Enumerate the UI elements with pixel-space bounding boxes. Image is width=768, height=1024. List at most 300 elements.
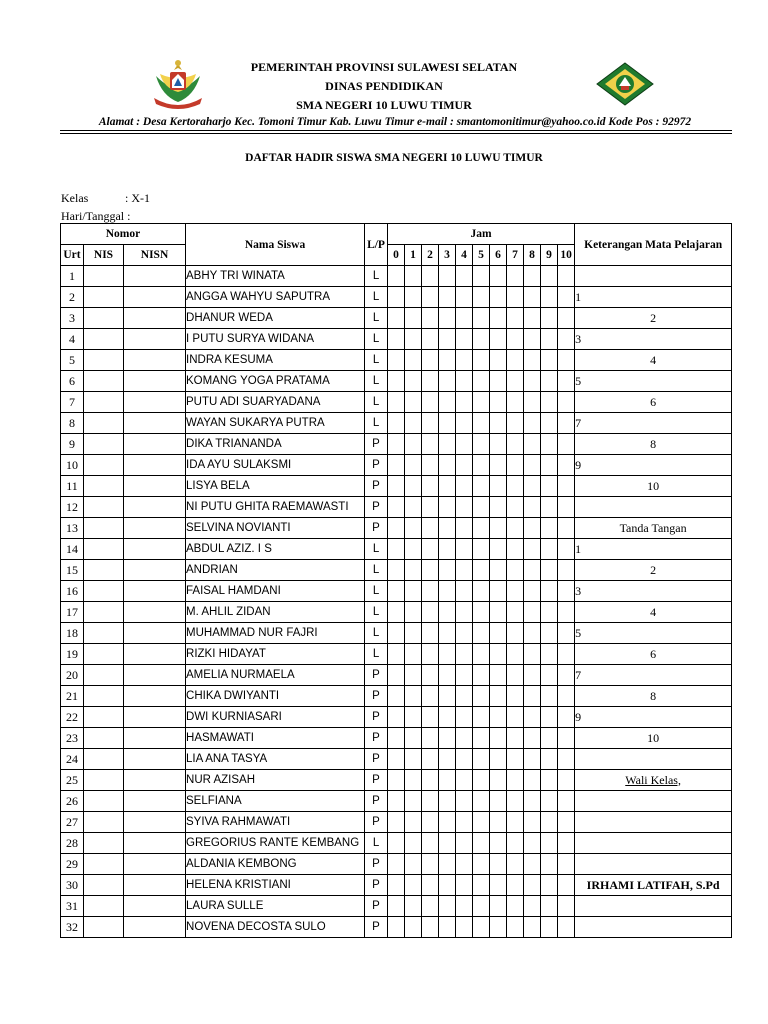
hour-cell-9 (541, 665, 558, 686)
remarks-cell: 7 (575, 413, 732, 434)
hour-cell-6 (490, 476, 507, 497)
hour-cell-9 (541, 329, 558, 350)
gender-cell: L (365, 833, 388, 854)
hour-cell-6 (490, 644, 507, 665)
row-number: 5 (61, 350, 84, 371)
hour-cell-8 (524, 266, 541, 287)
hour-cell-4 (456, 560, 473, 581)
nis-cell (84, 581, 124, 602)
student-name: SELVINA NOVIANTI (186, 518, 365, 539)
nis-cell (84, 350, 124, 371)
hour-cell-1 (405, 476, 422, 497)
hour-cell-8 (524, 749, 541, 770)
header-jam: Jam (388, 224, 575, 245)
hour-cell-3 (439, 266, 456, 287)
hour-cell-4 (456, 791, 473, 812)
hour-cell-5 (473, 602, 490, 623)
hour-cell-10 (558, 308, 575, 329)
hour-cell-1 (405, 560, 422, 581)
nis-cell (84, 560, 124, 581)
hour-cell-2 (422, 770, 439, 791)
hour-cell-1 (405, 371, 422, 392)
hour-cell-8 (524, 896, 541, 917)
hour-cell-0 (388, 581, 405, 602)
hour-cell-4 (456, 518, 473, 539)
hour-cell-5 (473, 434, 490, 455)
hour-cell-2 (422, 539, 439, 560)
nis-cell (84, 875, 124, 896)
hour-cell-8 (524, 854, 541, 875)
nis-cell (84, 308, 124, 329)
header-nisn: NISN (124, 245, 186, 266)
hour-cell-7 (507, 476, 524, 497)
table-row (61, 833, 732, 854)
remarks-cell: 2 (575, 308, 732, 329)
hour-cell-5 (473, 812, 490, 833)
remarks-cell: IRHAMI LATIFAH, S.Pd (575, 875, 732, 896)
hour-cell-6 (490, 896, 507, 917)
hour-cell-3 (439, 791, 456, 812)
row-number: 21 (61, 686, 84, 707)
table-row (61, 329, 732, 350)
remarks-cell: 5 (575, 371, 732, 392)
remarks-cell: 4 (575, 350, 732, 371)
hour-cell-5 (473, 497, 490, 518)
hour-cell-6 (490, 518, 507, 539)
table-row (61, 392, 732, 413)
hour-cell-3 (439, 308, 456, 329)
hour-cell-9 (541, 371, 558, 392)
hour-cell-9 (541, 308, 558, 329)
hour-cell-4 (456, 308, 473, 329)
nisn-cell (124, 560, 186, 581)
hour-cell-2 (422, 665, 439, 686)
student-name: IDA AYU SULAKSMI (186, 455, 365, 476)
gender-cell: P (365, 896, 388, 917)
hour-cell-10 (558, 560, 575, 581)
hour-cell-3 (439, 539, 456, 560)
hour-cell-10 (558, 875, 575, 896)
hour-cell-0 (388, 539, 405, 560)
hour-cell-3 (439, 518, 456, 539)
hour-cell-3 (439, 329, 456, 350)
jam-8: 8 (524, 245, 541, 266)
remarks-cell: 3 (575, 581, 732, 602)
hour-cell-7 (507, 707, 524, 728)
hour-cell-4 (456, 476, 473, 497)
hour-cell-7 (507, 791, 524, 812)
hour-cell-7 (507, 896, 524, 917)
hour-cell-9 (541, 350, 558, 371)
hour-cell-10 (558, 476, 575, 497)
hour-cell-9 (541, 623, 558, 644)
nis-cell (84, 728, 124, 749)
hour-cell-1 (405, 581, 422, 602)
remarks-cell: 10 (575, 476, 732, 497)
nis-cell (84, 707, 124, 728)
hour-cell-0 (388, 812, 405, 833)
gender-cell: L (365, 581, 388, 602)
gender-cell: P (365, 518, 388, 539)
hour-cell-1 (405, 308, 422, 329)
nis-cell (84, 917, 124, 938)
hour-cell-1 (405, 896, 422, 917)
hour-cell-8 (524, 329, 541, 350)
attendance-table (60, 223, 732, 938)
student-name: M. AHLIL ZIDAN (186, 602, 365, 623)
hour-cell-4 (456, 497, 473, 518)
gender-cell: L (365, 602, 388, 623)
hour-cell-3 (439, 917, 456, 938)
row-number: 30 (61, 875, 84, 896)
hour-cell-6 (490, 686, 507, 707)
hour-cell-4 (456, 539, 473, 560)
hour-cell-9 (541, 917, 558, 938)
nisn-cell (124, 602, 186, 623)
hour-cell-8 (524, 644, 541, 665)
hour-cell-3 (439, 686, 456, 707)
student-name: ANDRIAN (186, 560, 365, 581)
jam-10: 10 (558, 245, 575, 266)
hour-cell-8 (524, 875, 541, 896)
hour-cell-8 (524, 413, 541, 434)
hour-cell-2 (422, 875, 439, 896)
hour-cell-8 (524, 392, 541, 413)
hour-cell-7 (507, 560, 524, 581)
table-row (61, 350, 732, 371)
hour-cell-2 (422, 560, 439, 581)
hour-cell-9 (541, 854, 558, 875)
hour-cell-9 (541, 539, 558, 560)
nisn-cell (124, 749, 186, 770)
hour-cell-1 (405, 644, 422, 665)
hour-cell-8 (524, 917, 541, 938)
hour-cell-3 (439, 602, 456, 623)
office-title: DINAS PENDIDIKAN (325, 79, 443, 93)
gender-cell: P (365, 728, 388, 749)
hour-cell-8 (524, 371, 541, 392)
gender-cell: L (365, 539, 388, 560)
nis-cell (84, 413, 124, 434)
nis-cell (84, 833, 124, 854)
hour-cell-10 (558, 413, 575, 434)
hour-cell-1 (405, 707, 422, 728)
table-header (61, 224, 732, 266)
hour-cell-10 (558, 455, 575, 476)
hour-cell-7 (507, 644, 524, 665)
remarks-cell: 9 (575, 707, 732, 728)
hour-cell-5 (473, 455, 490, 476)
hour-cell-2 (422, 518, 439, 539)
hour-cell-7 (507, 854, 524, 875)
hour-cell-6 (490, 581, 507, 602)
hour-cell-10 (558, 686, 575, 707)
hour-cell-2 (422, 455, 439, 476)
nisn-cell (124, 644, 186, 665)
row-number: 26 (61, 791, 84, 812)
hour-cell-0 (388, 686, 405, 707)
hour-cell-0 (388, 665, 405, 686)
hour-cell-2 (422, 413, 439, 434)
remarks-cell: 4 (575, 602, 732, 623)
hour-cell-6 (490, 875, 507, 896)
hour-cell-3 (439, 581, 456, 602)
hour-cell-2 (422, 434, 439, 455)
hour-cell-5 (473, 560, 490, 581)
hour-cell-7 (507, 875, 524, 896)
hour-cell-7 (507, 371, 524, 392)
hour-cell-2 (422, 644, 439, 665)
nisn-cell (124, 455, 186, 476)
row-number: 10 (61, 455, 84, 476)
hour-cell-4 (456, 665, 473, 686)
hour-cell-8 (524, 581, 541, 602)
hour-cell-4 (456, 896, 473, 917)
student-name: LIA ANA TASYA (186, 749, 365, 770)
hour-cell-0 (388, 749, 405, 770)
student-name: ABHY TRI WINATA (186, 266, 365, 287)
hour-cell-0 (388, 308, 405, 329)
remarks-cell: Tanda Tangan (575, 518, 732, 539)
hour-cell-1 (405, 875, 422, 896)
hour-cell-1 (405, 329, 422, 350)
table-row (61, 707, 732, 728)
row-number: 22 (61, 707, 84, 728)
hour-cell-1 (405, 392, 422, 413)
hour-cell-9 (541, 728, 558, 749)
remarks-cell: 8 (575, 434, 732, 455)
hour-cell-9 (541, 833, 558, 854)
nis-cell (84, 602, 124, 623)
nisn-cell (124, 329, 186, 350)
jam-6: 6 (490, 245, 507, 266)
hour-cell-6 (490, 308, 507, 329)
hour-cell-8 (524, 560, 541, 581)
table-row (61, 854, 732, 875)
hour-cell-6 (490, 791, 507, 812)
nisn-cell (124, 707, 186, 728)
table-row (61, 665, 732, 686)
hour-cell-1 (405, 497, 422, 518)
jam-2: 2 (422, 245, 439, 266)
hour-cell-3 (439, 875, 456, 896)
hour-cell-9 (541, 644, 558, 665)
remarks-cell: 5 (575, 623, 732, 644)
row-number: 25 (61, 770, 84, 791)
hour-cell-4 (456, 455, 473, 476)
table-row (61, 497, 732, 518)
header-nomor: Nomor (61, 224, 186, 245)
student-name: DWI KURNIASARI (186, 707, 365, 728)
nis-cell (84, 455, 124, 476)
table-row (61, 518, 732, 539)
hour-cell-7 (507, 623, 524, 644)
student-name: ANGGA WAHYU SAPUTRA (186, 287, 365, 308)
table-row (61, 602, 732, 623)
row-number: 12 (61, 497, 84, 518)
hour-cell-6 (490, 455, 507, 476)
remarks-cell (575, 812, 732, 833)
hour-cell-3 (439, 896, 456, 917)
hour-cell-7 (507, 518, 524, 539)
hour-cell-2 (422, 791, 439, 812)
hour-cell-5 (473, 266, 490, 287)
hour-cell-5 (473, 476, 490, 497)
hour-cell-10 (558, 791, 575, 812)
hour-cell-8 (524, 434, 541, 455)
hour-cell-8 (524, 770, 541, 791)
hour-cell-7 (507, 728, 524, 749)
row-number: 24 (61, 749, 84, 770)
hour-cell-1 (405, 434, 422, 455)
hour-cell-2 (422, 392, 439, 413)
nis-cell (84, 497, 124, 518)
nis-cell (84, 623, 124, 644)
nisn-cell (124, 539, 186, 560)
nisn-cell (124, 665, 186, 686)
student-name: DHANUR WEDA (186, 308, 365, 329)
hour-cell-6 (490, 623, 507, 644)
hour-cell-10 (558, 602, 575, 623)
row-number: 17 (61, 602, 84, 623)
hour-cell-2 (422, 917, 439, 938)
hour-cell-9 (541, 749, 558, 770)
student-name: LISYA BELA (186, 476, 365, 497)
hour-cell-2 (422, 308, 439, 329)
hour-cell-10 (558, 749, 575, 770)
hour-cell-5 (473, 833, 490, 854)
remarks-cell (575, 917, 732, 938)
nis-cell (84, 371, 124, 392)
hour-cell-3 (439, 287, 456, 308)
nis-cell (84, 434, 124, 455)
hour-cell-1 (405, 917, 422, 938)
nisn-cell (124, 686, 186, 707)
hour-cell-9 (541, 686, 558, 707)
hour-cell-3 (439, 392, 456, 413)
nis-cell (84, 539, 124, 560)
hour-cell-2 (422, 623, 439, 644)
table-row (61, 413, 732, 434)
hour-cell-5 (473, 770, 490, 791)
nis-cell (84, 854, 124, 875)
student-name: INDRA KESUMA (186, 350, 365, 371)
hour-cell-1 (405, 749, 422, 770)
hour-cell-4 (456, 413, 473, 434)
hour-cell-4 (456, 875, 473, 896)
nisn-cell (124, 791, 186, 812)
jam-0: 0 (388, 245, 405, 266)
gender-cell: P (365, 875, 388, 896)
hour-cell-8 (524, 497, 541, 518)
student-name: PUTU ADI SUARYADANA (186, 392, 365, 413)
hour-cell-8 (524, 476, 541, 497)
student-name: FAISAL HAMDANI (186, 581, 365, 602)
hour-cell-7 (507, 770, 524, 791)
hour-cell-6 (490, 392, 507, 413)
hour-cell-3 (439, 728, 456, 749)
row-number: 13 (61, 518, 84, 539)
hour-cell-10 (558, 770, 575, 791)
gender-cell: L (365, 392, 388, 413)
hour-cell-5 (473, 308, 490, 329)
hour-cell-9 (541, 791, 558, 812)
gov-title: PEMERINTAH PROVINSI SULAWESI SELATAN (250, 60, 518, 74)
student-name: MUHAMMAD NUR FAJRI (186, 623, 365, 644)
hour-cell-0 (388, 917, 405, 938)
remarks-cell (575, 791, 732, 812)
table-row (61, 539, 732, 560)
hour-cell-6 (490, 770, 507, 791)
hour-cell-9 (541, 560, 558, 581)
hour-cell-1 (405, 833, 422, 854)
remarks-cell: 2 (575, 560, 732, 581)
hour-cell-8 (524, 518, 541, 539)
hour-cell-5 (473, 791, 490, 812)
hour-cell-3 (439, 560, 456, 581)
gender-cell: P (365, 434, 388, 455)
nis-cell (84, 686, 124, 707)
hour-cell-6 (490, 665, 507, 686)
hour-cell-0 (388, 791, 405, 812)
hour-cell-0 (388, 266, 405, 287)
student-name: NI PUTU GHITA RAEMAWASTI (186, 497, 365, 518)
hour-cell-10 (558, 518, 575, 539)
hour-cell-4 (456, 392, 473, 413)
hour-cell-10 (558, 581, 575, 602)
row-number: 6 (61, 371, 84, 392)
hour-cell-3 (439, 623, 456, 644)
hour-cell-5 (473, 581, 490, 602)
hour-cell-8 (524, 812, 541, 833)
hour-cell-4 (456, 623, 473, 644)
hour-cell-10 (558, 287, 575, 308)
hour-cell-4 (456, 917, 473, 938)
hour-cell-7 (507, 434, 524, 455)
hour-cell-7 (507, 455, 524, 476)
hour-cell-9 (541, 287, 558, 308)
table-row (61, 287, 732, 308)
table-row (61, 791, 732, 812)
row-number: 2 (61, 287, 84, 308)
hour-cell-6 (490, 350, 507, 371)
hour-cell-4 (456, 812, 473, 833)
row-number: 14 (61, 539, 84, 560)
hour-cell-1 (405, 287, 422, 308)
hour-cell-4 (456, 833, 473, 854)
hour-cell-4 (456, 644, 473, 665)
hour-cell-0 (388, 434, 405, 455)
hour-cell-8 (524, 539, 541, 560)
jam-9: 9 (541, 245, 558, 266)
hour-cell-6 (490, 749, 507, 770)
hour-cell-4 (456, 434, 473, 455)
remarks-cell (575, 854, 732, 875)
hour-cell-0 (388, 602, 405, 623)
hour-cell-4 (456, 371, 473, 392)
hour-cell-1 (405, 770, 422, 791)
letterhead (0, 0, 768, 140)
nisn-cell (124, 497, 186, 518)
nis-cell (84, 770, 124, 791)
hour-cell-7 (507, 329, 524, 350)
gender-cell: P (365, 749, 388, 770)
hour-cell-8 (524, 791, 541, 812)
gender-cell: L (365, 623, 388, 644)
hour-cell-1 (405, 665, 422, 686)
hour-cell-5 (473, 392, 490, 413)
row-number: 31 (61, 896, 84, 917)
